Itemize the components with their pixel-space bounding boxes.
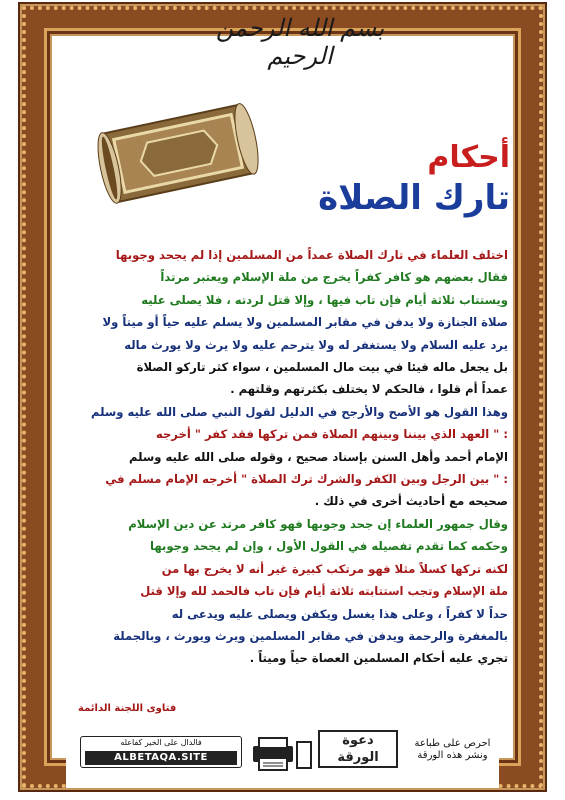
- article-body: [78, 244, 508, 670]
- body-line: بالمغفرة والرحمة ويدفن في مقابر المسلمين ويرث ويورث ، وبالجملة: [113, 628, 508, 643]
- title-line2: تارك الصلاة: [318, 178, 510, 218]
- footer-print-note: [405, 738, 500, 762]
- footer-slogan: فالدال على الخير كفاعله: [120, 738, 202, 747]
- footer-website-box: [80, 736, 242, 768]
- printer-icon: [245, 734, 315, 772]
- footer-note-line2: ونشر هذه الورقة: [417, 750, 488, 761]
- body-line: : " بين الرجل وبين الكفر والشرك ترك الصلاة " أخرجه الإمام مسلم في: [105, 472, 508, 487]
- title-line1: أحكام: [427, 140, 510, 175]
- body-line: وقال جمهور العلماء إن جحد وجوبها فهو كافر مرتد عن دين الإسلام: [128, 516, 508, 531]
- body-line: صحيحه مع أحاديث أخرى في ذلك .: [314, 494, 508, 509]
- body-line: اختلف العلماء في تارك الصلاة عمداً من المسلمين إذا لم يجحد وجوبها: [115, 248, 508, 262]
- body-line: تجري عليه أحكام المسلمين العصاة حياً وميتاً .: [249, 651, 508, 666]
- body-line: صلاة الجنازة ولا يدفن في مقابر المسلمين ولا يسلم عليه حياً أو ميتاً ولا: [102, 315, 508, 330]
- body-line: بل يجعل ماله فيئا في بيت مال المسلمين ، سواء كثر تاركو الصلاة: [136, 360, 508, 375]
- basmala: بسم الله الرحمن الرحيم: [215, 14, 385, 70]
- signature: فتاوى اللجنة الدائمة: [78, 703, 177, 714]
- body-line: عمداً أم قلوا ، فالحكم لا يختلف بكثرتهم وقلتهم .: [230, 382, 508, 397]
- body-line: : " العهد الذي بيننا وبينهم الصلاة فمن تركها فقد كفر " أخرجه: [155, 427, 508, 442]
- body-line: الإمام أحمد وأهل السنن بإسناد صحيح ، وقوله صلى الله عليه وسلم: [129, 449, 508, 464]
- body-line: فقال بعضهم هو كافر كفراً يخرج من ملة الإسلام ويعتبر مرتداً: [160, 270, 508, 285]
- body-line: يرد عليه السلام ولا يستغفر له ولا يترحم عليه ولا يرث ولا يورث ماله: [124, 337, 508, 352]
- body-line: وهذا القول هو الأصح والأرجح في الدليل لقول النبي صلى الله عليه وسلم: [91, 404, 508, 419]
- body-line: لكنه تركها كسلاً مثلا فهو مرتكب كبيرة غير أنه لا يخرج بها من: [161, 561, 508, 576]
- body-line: وحكمه كما تقدم تفصيله في القول الأول ، وإن لم يجحد وجوبها: [150, 539, 508, 554]
- body-line: ويستتاب ثلاثة أيام فإن تاب فيها ، وإلا قتل لردته ، فلا يصلى عليه: [141, 292, 508, 307]
- logo-text: دعوة الورقة: [318, 730, 398, 768]
- prayer-rug-image: [90, 88, 265, 218]
- body-line: حداً لا كفراً ، وعلى هذا يغسل ويكفن ويصلى عليه ويدعى له: [171, 606, 508, 621]
- footer-site-link[interactable]: ALBETAQA.SITE: [85, 751, 237, 765]
- footer-note-line1: احرص على طباعة: [414, 738, 491, 749]
- footer: [80, 726, 500, 774]
- footer-logo: [318, 730, 398, 772]
- body-line: ملة الإسلام وتجب استتابته ثلاثة أيام فإن تاب فالحمد لله وإلا قتل: [140, 584, 508, 599]
